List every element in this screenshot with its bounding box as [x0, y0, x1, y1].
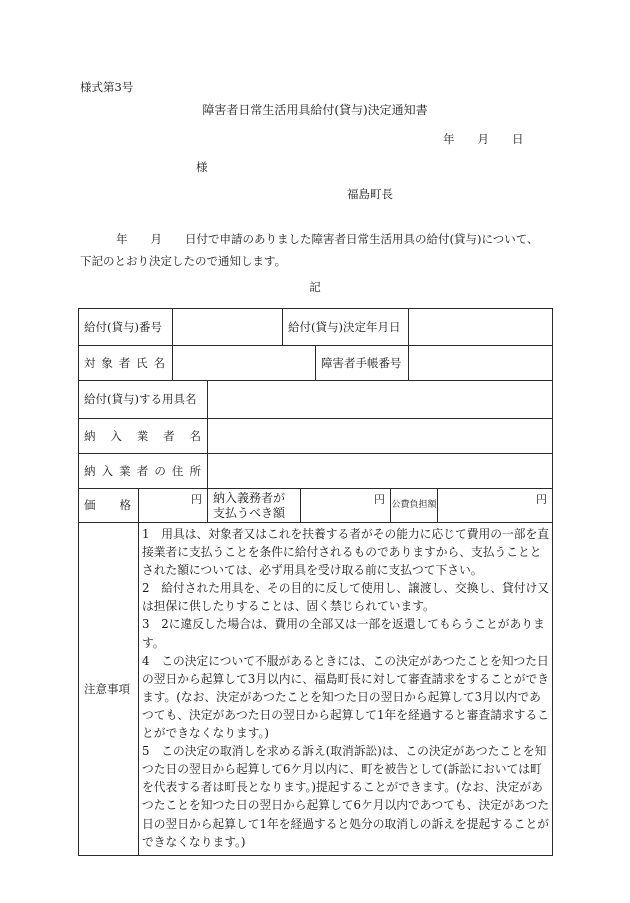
- recipient-name-label: [79, 346, 173, 381]
- table-row: [79, 419, 553, 454]
- obligor-payment-value: [301, 489, 391, 523]
- addressee-suffix: 様: [196, 160, 208, 174]
- handbook-number-label: [316, 346, 409, 381]
- note-item: 1 用具は、対象者又はこれを扶養する者がその能力に応じて費用の一部を直接業者に支払うことを条件に給付されるものでありますから、支払うこととされた額については、必ず用具を受け取る前に支払つて下さい。: [142, 527, 549, 578]
- note-item: 2 給付された用具を、その目的に反して使用し、譲渡し、交換し、貸付け又は担保に供したりすることは、固く禁じられています。: [142, 581, 549, 614]
- label-text: 対 象 者 氏 名: [84, 355, 165, 370]
- table-row: [79, 523, 553, 856]
- public-burden-label: [391, 489, 438, 523]
- yen-unit: 円: [191, 493, 202, 506]
- supplier-address-label: [79, 454, 208, 489]
- label-text: 給付(貸与)番号: [84, 319, 162, 334]
- label-text: 注意事項: [84, 681, 130, 696]
- decision-date-label: [283, 309, 409, 346]
- label-text: 納 入 業 者 名: [84, 428, 201, 443]
- price-label: [79, 489, 139, 523]
- label-text: 価 格: [84, 498, 131, 513]
- date-line: 年 月 日: [443, 132, 524, 146]
- label-text: 給付(貸与)する用具名: [84, 392, 197, 407]
- equipment-name-label: [79, 381, 208, 419]
- label-text: 給付(貸与)決定年月日: [288, 319, 401, 334]
- label-text: 支払うべき額: [213, 506, 286, 520]
- issuer-name: 福島町長: [347, 187, 393, 201]
- recipient-name-value: [173, 346, 316, 381]
- note-item: 5 この決定の取消しを求める訴え(取消訴訟)は、この決定があつたことを知つた日の翌日から起算して6ケ月以内に、町を被告として(訴訟においては町を代表する者は町長となります。)提起することができます。(なお、決定があつたことを知つた日の翌日から起算して6ケ月以内であつても、決定があつた日の翌日から起算して1年を経過すると処分の取消しの訴えを提起することができなくなります。): [142, 744, 549, 849]
- grant-number-label: [79, 309, 173, 346]
- supplier-address-value: [208, 454, 553, 489]
- decision-table: [78, 308, 553, 856]
- label-text: 障害者手帳番号: [321, 355, 402, 370]
- yen-unit: 円: [536, 493, 547, 506]
- price-value: [139, 489, 208, 523]
- notes-content: [139, 523, 553, 856]
- note-item: 3 2に違反した場合は、費用の全部又は一部を返還してもらうことがあります。: [142, 617, 545, 650]
- yen-unit: 円: [374, 493, 385, 506]
- table-row: [79, 381, 553, 419]
- body-text-line: 下記のとおり決定したので通知します。: [80, 254, 287, 268]
- body-text-line: 年 月 日付で申請のありました障害者日常生活用具の給付(貸与)について、: [116, 232, 539, 246]
- table-row: [79, 309, 553, 346]
- supplier-name-value: [208, 419, 553, 454]
- decision-date-value: [409, 309, 553, 346]
- table-row: [79, 489, 553, 523]
- grant-number-value: [173, 309, 283, 346]
- handbook-number-value: [409, 346, 553, 381]
- label-text: 納入義務者が: [213, 491, 286, 505]
- obligor-payment-label: [208, 489, 301, 523]
- note-item: 4 この決定について不服があるときには、この決定があつたことを知つた日の翌日から起算して3月以内に、福島町長に対して審査請求をすることができます。(なお、決定があつたことを知つた日の翌日から起算して3月以内であつても、決定があつた日の翌日から起算して1年を経過すると審査請求することができなくなります。): [142, 653, 549, 741]
- label-text: 納 入 業 者 の 住 所: [84, 463, 201, 478]
- equipment-name-value: [208, 381, 553, 419]
- supplier-name-label: [79, 419, 208, 454]
- form-number: 様式第3号: [80, 80, 134, 94]
- label-text: 公費負担額: [391, 499, 437, 510]
- document-title: 障害者日常生活用具給付(貸与)決定通知書: [202, 103, 428, 117]
- table-row: [79, 346, 553, 381]
- table-row: [79, 454, 553, 489]
- ki-heading: 記: [309, 280, 321, 294]
- notes-label: [79, 523, 139, 856]
- public-burden-value: [438, 489, 553, 523]
